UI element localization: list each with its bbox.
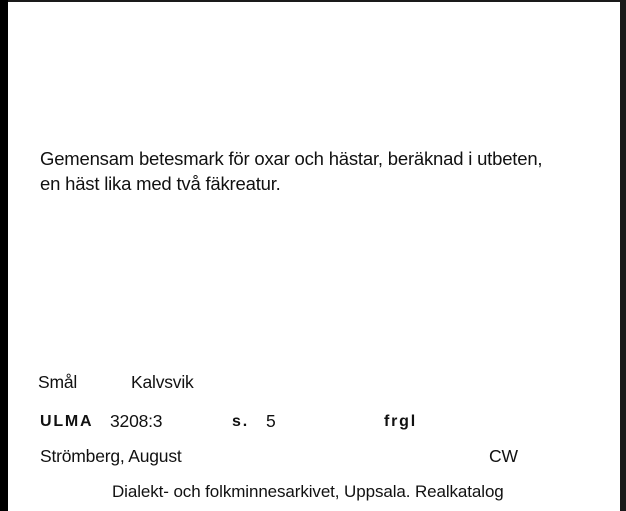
informant-name: Strömberg, August [40,446,182,466]
description-line-2: en häst lika med två fäkreatur. [40,173,281,194]
page-number: 5 [266,411,276,431]
card-right-edge [620,0,626,511]
collector-initials: CW [489,446,518,466]
category-code: frgl [384,413,417,430]
description-line-1: Gemensam betesmark för oxar och hästar, beräknad i utbeten, [40,148,543,169]
place-name: Kalvsvik [131,372,194,392]
archive-footer: Dialekt- och folkminnesarkivet, Uppsala. Realkatalog [112,482,504,501]
archive-code: ULMA [40,413,94,430]
record-number: 3208:3 [110,411,163,431]
description-text [40,146,610,196]
index-card [8,0,626,511]
province-label: Smål [38,372,78,392]
card-top-edge [8,0,620,2]
page-label: s. [232,413,249,430]
